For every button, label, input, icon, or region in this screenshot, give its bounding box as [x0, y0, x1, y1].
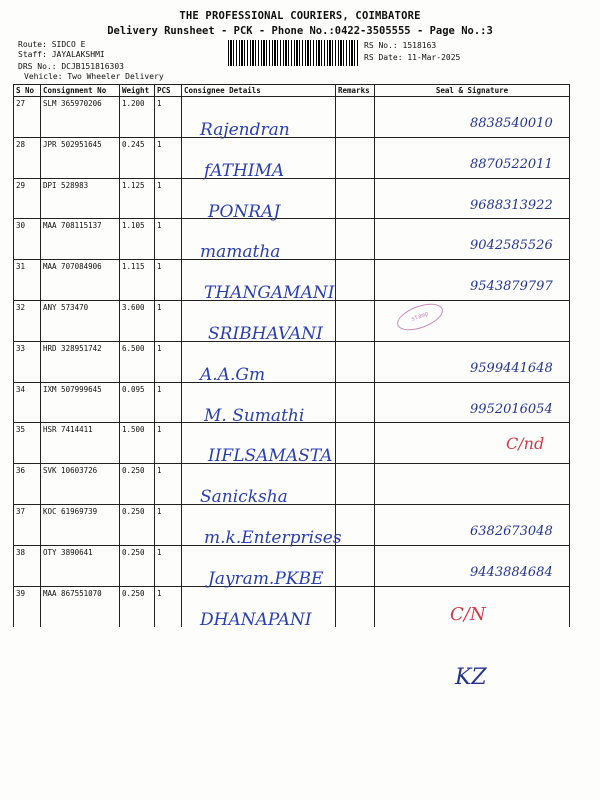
cell-sno: 28 [14, 137, 41, 178]
cell-consignment-no: MAA 707084906 [41, 260, 120, 301]
col-consignee: Consignee Details [182, 85, 336, 97]
col-pcs: PCS [155, 85, 182, 97]
phone-handwritten: 6382673048 [470, 524, 553, 539]
consignee-handwritten: Sanicksha [200, 487, 288, 508]
cell-pcs: 1 [155, 300, 182, 341]
phone-handwritten: 8870522011 [470, 156, 553, 172]
col-signature: Seal & Signature [375, 85, 570, 97]
cell-sno: 32 [14, 300, 41, 341]
cell-weight: 0.095 [120, 382, 155, 423]
cell-sno: 37 [14, 504, 41, 545]
rs-date: RS Date: 11-Mar-2025 [364, 53, 461, 62]
phone-handwritten: 8838540010 [470, 116, 553, 131]
cell-consignment-no: IXM 507999645 [41, 382, 120, 423]
cell-sno: 36 [14, 464, 41, 505]
col-sno: S No [14, 85, 41, 97]
cell-weight: 0.250 [120, 586, 155, 627]
cell-consignment-no: MAA 708115137 [41, 219, 120, 260]
cell-pcs: 1 [155, 504, 182, 545]
cell-remarks [336, 586, 375, 627]
cn-mark-1: C/nd [506, 434, 545, 453]
cell-pcs: 1 [155, 382, 182, 423]
cell-remarks [336, 260, 375, 301]
cell-remarks [336, 178, 375, 219]
col-weight: Weight [120, 85, 155, 97]
consignee-handwritten: IIFLSAMASTA [208, 446, 333, 467]
cell-sno: 39 [14, 586, 41, 627]
cell-weight: 1.105 [120, 219, 155, 260]
cell-remarks [336, 464, 375, 505]
phone-handwritten: 9543879797 [470, 279, 553, 295]
cell-weight: 1.115 [120, 260, 155, 301]
cell-signature [375, 464, 570, 505]
cell-consignment-no: JPR 502951645 [41, 137, 120, 178]
cell-remarks [336, 423, 375, 464]
consignee-handwritten: PONRAJ [208, 201, 281, 222]
cell-consignment-no: OTY 3890641 [41, 545, 120, 586]
consignee-handwritten: A.A.Gm [200, 364, 266, 385]
cell-weight: 0.250 [120, 504, 155, 545]
cell-weight: 1.200 [120, 97, 155, 138]
cell-remarks [336, 300, 375, 341]
cell-sno: 31 [14, 260, 41, 301]
cell-sno: 38 [14, 545, 41, 586]
cell-consignment-no: ANY 573470 [41, 300, 120, 341]
cell-pcs: 1 [155, 178, 182, 219]
consignee-handwritten: mamatha [200, 242, 281, 263]
cell-consignment-no: DPI 528983 [41, 178, 120, 219]
cell-sno: 33 [14, 341, 41, 382]
footer-signature: KZ [455, 665, 487, 690]
staff-label: Staff: JAYALAKSHMI [18, 50, 105, 59]
cell-sno: 35 [14, 423, 41, 464]
cell-consignment-no: SVK 10603726 [41, 464, 120, 505]
cell-pcs: 1 [155, 97, 182, 138]
vehicle-label: Vehicle: Two Wheeler Delivery [24, 72, 164, 81]
consignee-handwritten: Rajendran [200, 120, 290, 140]
cell-sno: 30 [14, 219, 41, 260]
consignee-handwritten: m.k.Enterprises [204, 528, 342, 548]
cell-pcs: 1 [155, 545, 182, 586]
col-remarks: Remarks [336, 85, 375, 97]
phone-handwritten: 9042585526 [470, 238, 553, 254]
consignee-handwritten: fATHIMA [204, 160, 285, 181]
consignee-handwritten: M. Sumathi [204, 405, 305, 426]
cell-remarks [336, 382, 375, 423]
consignee-handwritten: DHANAPANI [200, 609, 312, 630]
phone-handwritten: 9952016054 [470, 401, 553, 417]
route-label: Route: SIDCO E [18, 40, 86, 49]
cell-weight: 0.250 [120, 464, 155, 505]
cell-sno: 27 [14, 97, 41, 138]
phone-handwritten: 9688313922 [470, 197, 553, 213]
cell-pcs: 1 [155, 137, 182, 178]
cell-pcs: 1 [155, 341, 182, 382]
col-consignment: Consignment No [41, 85, 120, 97]
rubber-stamp: stamp [394, 298, 447, 335]
cell-pcs: 1 [155, 219, 182, 260]
cell-remarks [336, 545, 375, 586]
cell-remarks [336, 219, 375, 260]
cell-consignment-no: KOC 61969739 [41, 504, 120, 545]
cell-weight: 1.500 [120, 423, 155, 464]
cell-pcs: 1 [155, 423, 182, 464]
cell-weight: 6.500 [120, 341, 155, 382]
company-title: THE PROFESSIONAL COURIERS, COIMBATORE [179, 10, 421, 22]
cell-remarks [336, 137, 375, 178]
cell-pcs: 1 [155, 464, 182, 505]
runsheet-subtitle: Delivery Runsheet - PCK - Phone No.:0422-3505555 - Page No.:3 [107, 25, 493, 37]
rs-info [364, 40, 460, 64]
cn-mark-2: C/N [450, 604, 486, 625]
phone-handwritten: 9443884684 [470, 564, 553, 580]
cell-consignment-no: SLM 365970206 [41, 97, 120, 138]
cell-consignment-no: HRD 328951742 [41, 341, 120, 382]
rs-number: RS No.: 1518163 [364, 41, 437, 50]
cell-weight: 0.245 [120, 137, 155, 178]
cell-consignment-no: HSR 7414411 [41, 423, 120, 464]
cell-pcs: 1 [155, 586, 182, 627]
consignee-handwritten: THANGAMANI [204, 283, 335, 304]
consignee-handwritten: Jayram.PKBE [208, 568, 324, 589]
cell-sno: 29 [14, 178, 41, 219]
cell-weight: 3.600 [120, 300, 155, 341]
cell-weight: 1.125 [120, 178, 155, 219]
cell-consignment-no: MAA 867551070 [41, 586, 120, 627]
cell-pcs: 1 [155, 260, 182, 301]
cell-weight: 0.250 [120, 545, 155, 586]
cell-remarks [336, 97, 375, 138]
table-header [14, 85, 570, 97]
phone-handwritten: 9599441648 [470, 360, 553, 376]
barcode [228, 40, 358, 66]
drs-label: DRS No.: DCJB151816303 [18, 62, 124, 71]
cell-remarks [336, 341, 375, 382]
table-row [14, 464, 570, 505]
consignee-handwritten: SRIBHAVANI [208, 324, 323, 344]
cell-sno: 34 [14, 382, 41, 423]
